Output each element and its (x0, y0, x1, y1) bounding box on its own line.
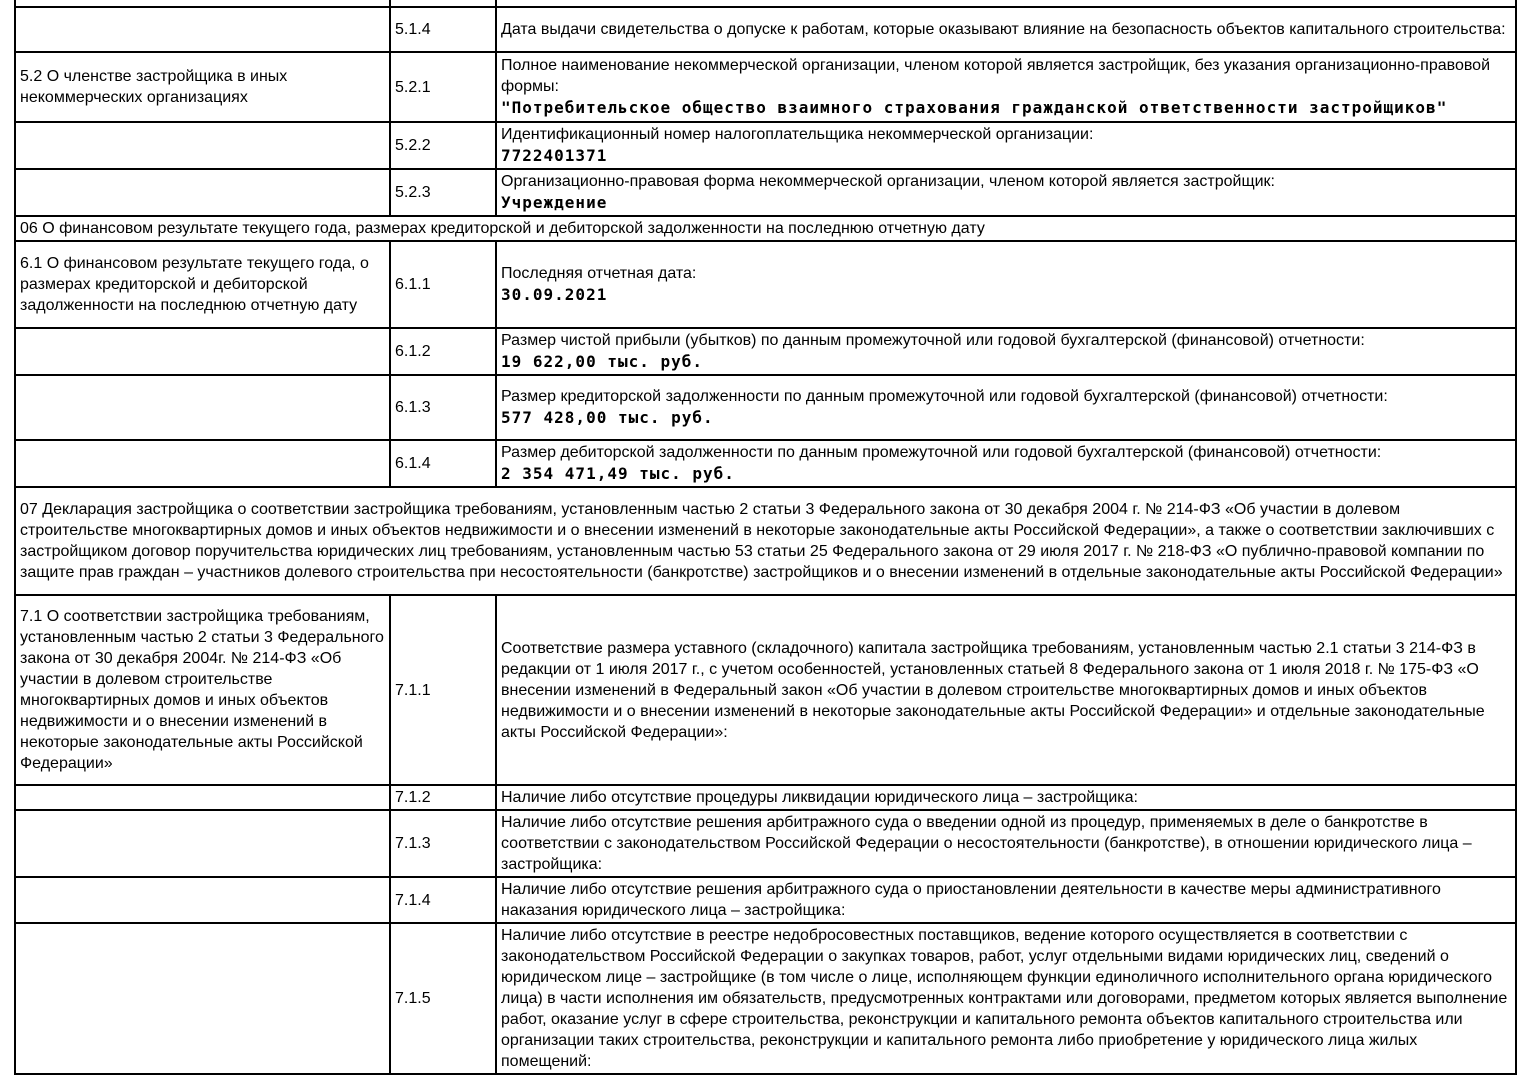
section-header-row (15, 487, 1516, 595)
field-value: 30.09.2021 (501, 285, 608, 304)
field-label: Соответствие размера уставного (складочного) капитала застройщика требованиям, установленным частью 2.1 статьи 3 214-ФЗ в редакции от 1 июля 2017 г., с учетом особенностей, установленных статьей 8 Федерального закона от 1 июля 2018 г. № 175-ФЗ «О внесении изменений в Федеральный закон «Об участии в долевом строительстве многоквартирных домов и иных объектов недвижимости и о внесении изменений в некоторые законодательные акты Российской Федерации» и отдельные законодательные акты Российской Федерации»: (501, 639, 1485, 741)
section-cell (15, 169, 390, 216)
item-number-cell: 7.1.5 (390, 923, 496, 1074)
section-cell (15, 877, 390, 923)
item-number-cell: 6.1.2 (390, 328, 496, 375)
content-cell (496, 810, 1516, 877)
section-cell: 5.2 О членстве застройщика в иных некоммерческих организациях (15, 52, 390, 122)
field-value: 7722401371 (501, 146, 608, 165)
table-row (15, 52, 1516, 122)
field-label: Идентификационный номер налогоплательщика некоммерческой организации: (501, 126, 1094, 143)
content-cell (496, 328, 1516, 375)
table-row (15, 241, 1516, 328)
section-cell: 7.1 О соответствии застройщика требованиям, установленным частью 2 статьи 3 Федерального закона от 30 декабря 2004г. № 214-ФЗ «Об участии в долевом строительстве многоквартирных домов и иных объектов недвижимости и о внесении изменений в некоторые законодательные акты Российской Федерации» (15, 595, 390, 785)
table-row (15, 877, 1516, 923)
section-cell (15, 923, 390, 1074)
item-number-cell: 6.1.1 (390, 241, 496, 328)
declaration-table-container (14, 0, 1517, 1075)
item-number-cell: 6.1.3 (390, 375, 496, 440)
section-cell (15, 328, 390, 375)
field-value: Учреждение (501, 193, 608, 212)
section-cell: 6.1 О финансовом результате текущего года, о размерах кредиторской и дебиторской задолженности на последнюю отчетную дату (15, 241, 390, 328)
content-cell (496, 169, 1516, 216)
item-number-cell: 7.1.1 (390, 595, 496, 785)
section-header: 06 О финансовом результате текущего года, размерах кредиторской и дебиторской задолженности на последнюю отчетную дату (15, 216, 1516, 241)
clipped-row (15, 0, 1516, 7)
item-number-cell: 7.1.3 (390, 810, 496, 877)
item-number-cell: 5.2.2 (390, 122, 496, 169)
content-cell (496, 785, 1516, 810)
table-row (15, 375, 1516, 440)
table-row (15, 785, 1516, 810)
declaration-table (14, 0, 1517, 1075)
section-cell (15, 440, 390, 487)
field-label: Размер дебиторской задолженности по данным промежуточной или годовой бухгалтерской (финансовой) отчетности: (501, 444, 1382, 461)
content-cell (496, 122, 1516, 169)
content-cell (496, 595, 1516, 785)
table-row (15, 595, 1516, 785)
field-label: Размер кредиторской задолженности по данным промежуточной или годовой бухгалтерской (финансовой) отчетности: (501, 388, 1388, 405)
content-cell (496, 440, 1516, 487)
table-row (15, 810, 1516, 877)
item-number-cell (390, 0, 496, 7)
content-cell (496, 52, 1516, 122)
field-value: 2 354 471,49 тыс. руб. (501, 464, 735, 483)
field-label: Наличие либо отсутствие решения арбитражного суда о введении одной из процедур, применяемых в деле о банкротстве в соответствии с законодательством Российской Федерации о несостоятельности (банкротстве), в отношении юридического лица – застройщика: (501, 814, 1472, 873)
content-cell (496, 7, 1516, 52)
content-cell (496, 375, 1516, 440)
section-cell (15, 810, 390, 877)
item-number-cell: 7.1.4 (390, 877, 496, 923)
field-label: Размер чистой прибыли (убытков) по данным промежуточной или годовой бухгалтерской (финансовой) отчетности: (501, 332, 1365, 349)
content-cell (496, 241, 1516, 328)
section-header-row (15, 216, 1516, 241)
field-label: Наличие либо отсутствие процедуры ликвидации юридического лица – застройщика: (501, 789, 1138, 806)
content-cell (496, 877, 1516, 923)
table-row (15, 440, 1516, 487)
section-cell (15, 0, 390, 7)
table-row (15, 169, 1516, 216)
section-cell (15, 375, 390, 440)
field-label: Организационно-правовая форма некоммерческой организации, членом которой является застройщик: (501, 173, 1275, 190)
item-number-cell: 5.1.4 (390, 7, 496, 52)
table-row (15, 923, 1516, 1074)
field-label: Полное наименование некоммерческой организации, членом которой является застройщик, без указания организационно-правовой формы: (501, 57, 1491, 95)
item-number-cell: 6.1.4 (390, 440, 496, 487)
section-cell (15, 122, 390, 169)
content-cell (496, 923, 1516, 1074)
item-number-cell: 7.1.2 (390, 785, 496, 810)
field-label: Дата выдачи свидетельства о допуске к работам, которые оказывают влияние на безопасность объектов капитального строительства: (501, 21, 1506, 38)
item-number-cell: 5.2.1 (390, 52, 496, 122)
section-cell (15, 785, 390, 810)
field-label: Наличие либо отсутствие решения арбитражного суда о приостановлении деятельности в качестве меры административного наказания юридического лица – застройщика: (501, 881, 1441, 919)
table-row (15, 7, 1516, 52)
table-row (15, 328, 1516, 375)
field-value: 19 622,00 тыс. руб. (501, 352, 704, 371)
field-label: Последняя отчетная дата: (501, 265, 697, 282)
field-value: 577 428,00 тыс. руб. (501, 408, 714, 427)
content-cell (496, 0, 1516, 7)
table-row (15, 122, 1516, 169)
item-number-cell: 5.2.3 (390, 169, 496, 216)
section-header: 07 Декларация застройщика о соответствии застройщика требованиям, установленным частью 2 статьи 3 Федерального закона от 30 декабря 2004 г. № 214-ФЗ «Об участии в долевом строительстве многоквартирных домов и иных объектов недвижимости и о внесении изменений в некоторые законодательные акты Российской Федерации», а также о соответствии заключивших с застройщиком договор поручительства юридических лиц требованиям, установленным частью 53 статьи 25 Федерального закона от 29 июля 2017 г. № 218-ФЗ «О публично-правовой компании по защите прав граждан – участников долевого строительства при несостоятельности (банкротстве) застройщиков и о внесении изменений в отдельные законодательные акты Российской Федерации» (15, 487, 1516, 595)
field-label: Наличие либо отсутствие в реестре недобросовестных поставщиков, ведение которого осуществляется в соответствии с законодательством Российской Федерации о закупках товаров, работ, услуг отдельными видами юридических лиц, сведений о юридическом лице – застройщике (в том числе о лице, исполняющем функции единоличного исполнительного органа юридического лица) в части исполнения им обязательств, предусмотренных контрактами или договорами, предметом которых является выполнение работ, оказание услуг в сфере строительства, реконструкции и капитального ремонта объектов капитального строительства или организации таких строительства, реконструкции и капитального ремонта либо приобретение у юридического лица жилых помещений: (501, 927, 1508, 1070)
section-cell (15, 7, 390, 52)
field-value: "Потребительское общество взаимного страхования гражданской ответственности застройщиков" (501, 98, 1448, 117)
